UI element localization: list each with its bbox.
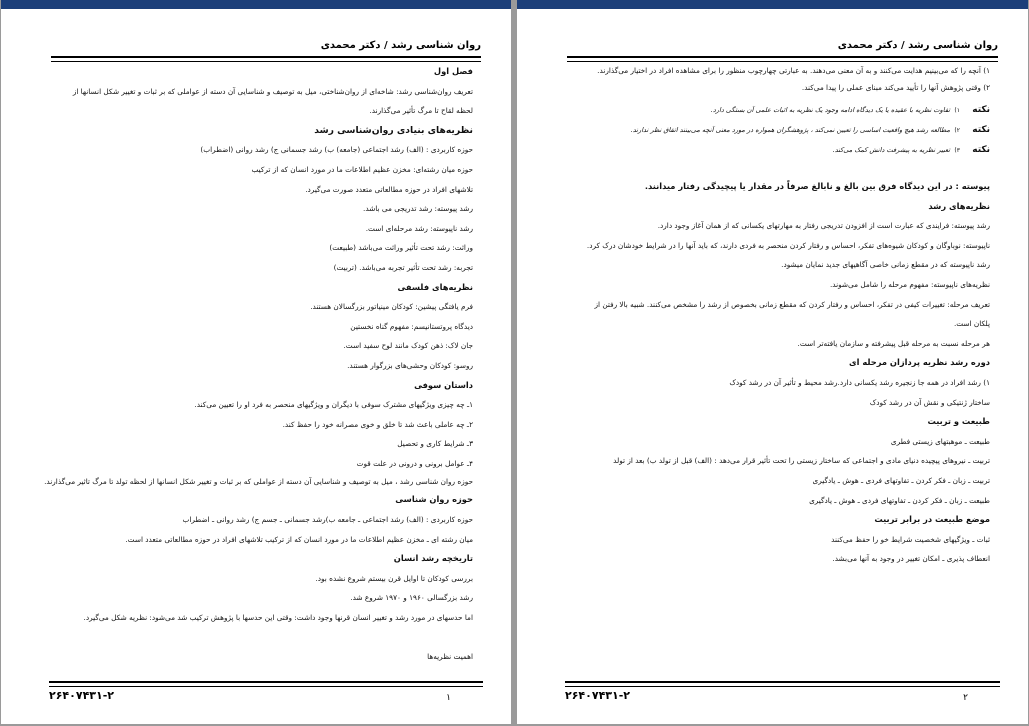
section-heading: فصل اول [433, 66, 473, 76]
text-line: ۲ـ چه عاملی باعث شد تا خلق و خوی مصرانه خود را حفظ کند. [282, 419, 473, 429]
note-text: تعبیر نظریه به پیشرفت دانش کمک می‌کند. [832, 146, 950, 154]
text-line: ۱) آنچه را که می‌بینیم هدایت می‌کنند و به آن معنی می‌دهند. به عبارتی چهارچوب منظور را برای مشاهده افراد در اختیار می‌گذارند. [597, 66, 990, 75]
footer-phone: ۲۶۴۰۷۴۳۱-۲ [49, 689, 114, 702]
text-line: اهمیت نظریه‌ها [427, 652, 473, 662]
section-heading: دوره رشد نظریه پردازان مرحله ای [849, 357, 990, 368]
text-line: تعریف مرحله: تغییرات کیفی در تفکر، احساس و رفتار کردن که مقطع زمانی بخصوص از رشد را مشخص می‌کنند. شبیه بالا رفتن از [594, 299, 990, 309]
text-line: تعریف روان‌شناسی رشد: شاخه‌ای از روان‌شناختی، میل به توصیف و شناسایی آن دسته از عواملی که بر ثبات و تغییر شکل انسانها از [72, 86, 473, 96]
text-line: تجربه: رشد تحت تأثیر تجربه می‌باشد. (تربیت) [333, 262, 473, 272]
text-line: رشد پیوسته: رشد تدریجی می باشد. [363, 204, 473, 214]
text-line: طبیعت ـ زبان ـ فکر کردن ـ تفاوتهای فردی ـ هوش ـ یادگیری [809, 495, 990, 505]
section-heading: نظریه‌های رشد [928, 200, 990, 211]
text-line: حوزه کاربردی : (الف) رشد اجتماعی (جامعه) ب) رشد جسمانی ج) رشد روانی (اضطراب) [200, 145, 473, 155]
document-page-left [1, 0, 511, 724]
note-text: مطالعه رشد هیچ واقعیت اساسی را تعیین نمی‌کند ، پژوهشگران همواره در مورد معنی آنچه می‌بینند اتفاق نظر ندارند. [630, 126, 950, 134]
text-line: میان رشته ای ـ مخزن عظیم اطلاعات ما در مورد انسان که از ترکیب تلاشهای افراد در حوزه مطالعاتی متعدد است. [125, 534, 473, 544]
text-line: روسو: کودکان وحشی‌های بزرگوار هستند. [347, 360, 473, 370]
text-line: حوزه روان شناسی رشد ، میل به توصیف و شناسایی آن دسته از عواملی که بر ثبات و تغییر شکل انسانها از لحظه تولد تا مرگ تاثیر می‌گذارند. [44, 477, 473, 487]
note-row [567, 140, 990, 160]
note-label: نکته [972, 125, 990, 135]
footer-rule [49, 681, 483, 687]
text-line: پلکان است. [953, 319, 990, 329]
note-number: ۱) [954, 106, 960, 114]
note-label: نکته [972, 145, 990, 155]
note-label: نکته [972, 105, 990, 115]
text-line: نظریه‌های ناپیوسته: مفهوم مرحله را شامل می‌شوند. [829, 279, 990, 289]
text-line: ۳ـ شرایط کاری و تحصیل [397, 439, 473, 449]
section-heading: نظریه‌های بنیادی روان‌شناسی رشد [314, 124, 473, 136]
text-line: تلاشهای افراد در حوزه مطالعاتی متعدد صورت می‌گیرد. [305, 184, 473, 194]
text-line: دیدگاه پروتستانیسم: مفهوم گناه نخستین [350, 321, 473, 331]
text-line: انعطاف پذیری ـ امکان تغییر در وجود به آنها می‌بشد. [832, 554, 990, 564]
section-heading: داستان سوفی [414, 379, 473, 390]
text-line: طبیعت ـ موهبتهای زیستی فطری [890, 436, 990, 446]
section-heading: تاریخچه رشد انسان [393, 553, 473, 564]
document-page-right [517, 0, 1028, 724]
section-heading: حوزه روان شناسی [395, 494, 473, 505]
text-line: ۱ـ چه چیزی ویژگیهای مشترک سوفی با دیگران و ویژگیهای منحصر به فرد او را تعیین می‌کند. [194, 400, 473, 410]
text-line: لحظه لقاح تا مرگ تأثیر می‌گذارند. [369, 106, 473, 116]
footer-phone: ۲۶۴۰۷۴۳۱-۲ [565, 689, 630, 702]
section-heading: موضع طبیعت در برابر تربیت [874, 514, 990, 525]
body-lines [567, 160, 990, 569]
section-heading: پیوسته : در این دیدگاه فرق بین بالغ و نابالغ صرفاً در مقدار یا پیچیدگی رفتار میدانند. [644, 181, 990, 191]
text-line: اما حدسهای در مورد رشد و تغییر انسان قرنها وجود داشت: وقتی این حدسها با پژوهش ترکیب شد می‌شود: نظریه شکل می‌گیرد. [83, 613, 473, 623]
text-line: رشد ناپیوسته که در مقطع زمانی خاصی آگاهیهای جدید نمایان میشود. [781, 260, 990, 270]
text-line: رشد بزرگسالی ۱۹۶۰ و ۱۹۷۰ شروع شد. [350, 593, 473, 603]
page-number: ۲ [963, 693, 968, 703]
page-number: ۱ [446, 693, 451, 703]
page-header: روان شناسی رشد / دکتر محمدی [320, 40, 481, 51]
notes-list [567, 100, 990, 160]
text-line: ثبات ـ ویژگیهای شخصیت شرایط خو را حفظ می‌کنند [831, 534, 990, 544]
text-line: هر مرحله نسبت به مرحله قبل پیشرفته و سازمان یافته‌تر است. [797, 338, 990, 348]
section-heading: طبیعت و تربیت [927, 416, 990, 427]
note-number: ۲) [954, 126, 960, 134]
page-top-bar [517, 0, 1028, 9]
section-heading: نظریه‌های فلسفی [397, 281, 473, 292]
text-line: رشد پیوسته: فرایندی که عبارت است از افزودن تدریجی رفتار به مهارتهای یکسانی که از همان آغاز وجود دارد. [657, 221, 990, 231]
text-line: تربیت ـ نیروهای پیچیده دنیای مادی و اجتماعی که ساختار زیستی را تحت تأثیر قرار می‌دهد : (الف) قبل از تولد ب) بعد از تولد [613, 456, 990, 466]
text-line: حوزه کاربردی : (الف) رشد اجتماعی ـ جامعه ب)رشد جسمانی ـ جسم ج) رشد روانی ـ اضطراب [182, 515, 473, 525]
text-line: بررسی کودکان تا اوایل قرن بیستم شروع نشده بود. [315, 573, 473, 583]
footer-rule [565, 681, 1000, 687]
page-header: روان شناسی رشد / دکتر محمدی [837, 40, 998, 51]
text-line: حوزه میان رشته‌ای: مخزن عظیم اطلاعات ما در مورد انسان که از ترکیب [251, 164, 473, 174]
text-line: جان لاک: ذهن کودک مانند لوح سفید است. [343, 341, 473, 351]
text-line: ۱) رشد افراد در همه جا زنجیره رشد یکسانی دارد.رشد محیط و تأثیر آن در رشد کودک [729, 377, 990, 387]
text-line: ناپیوسته: نوباوگان و کودکان شیوه‌های تفکر، احساس و رفتار کردن منحصر به فردی دارند، که باید آنها را در شرایط خودشان درک کرد. [586, 240, 990, 250]
note-row [567, 120, 990, 140]
text-line [567, 160, 990, 177]
note-row [567, 100, 990, 120]
text-line: فرم یافتگی پیشین: کودکان مینیاتور بزرگسالان هستند. [310, 302, 473, 312]
text-line [51, 628, 473, 648]
text-line: رشد ناپیوسته: رشد مرحله‌ای است. [365, 223, 473, 233]
text-line: ۲) وقتی پژوهش آنها را تأیید می‌کند مبنای عملی را پیدا می‌کند. [801, 83, 990, 92]
page-top-bar [1, 0, 511, 9]
page-body [44, 62, 473, 667]
note-text: تفاوت نظریه با عقیده یا یک دیدگاه ادامه وجود یک نظریه به اثبات علمی آن بستگی دارد. [710, 106, 950, 114]
text-line: وراثت: رشد تحت تأثیر وراثت می‌باشد (طبیعت) [329, 243, 473, 253]
intro-list [567, 62, 990, 96]
page-body [567, 62, 990, 569]
text-line: تربیت ـ زبان ـ فکر کردن ـ تفاوتهای فردی ـ هوش ـ یادگیری [812, 475, 990, 485]
note-number: ۳) [954, 146, 960, 154]
text-line: ۴ـ عوامل برونی و درونی در علت قوت [356, 458, 473, 468]
text-line: ساختار ژنتیکی و نقش آن در رشد کودک [869, 397, 990, 407]
